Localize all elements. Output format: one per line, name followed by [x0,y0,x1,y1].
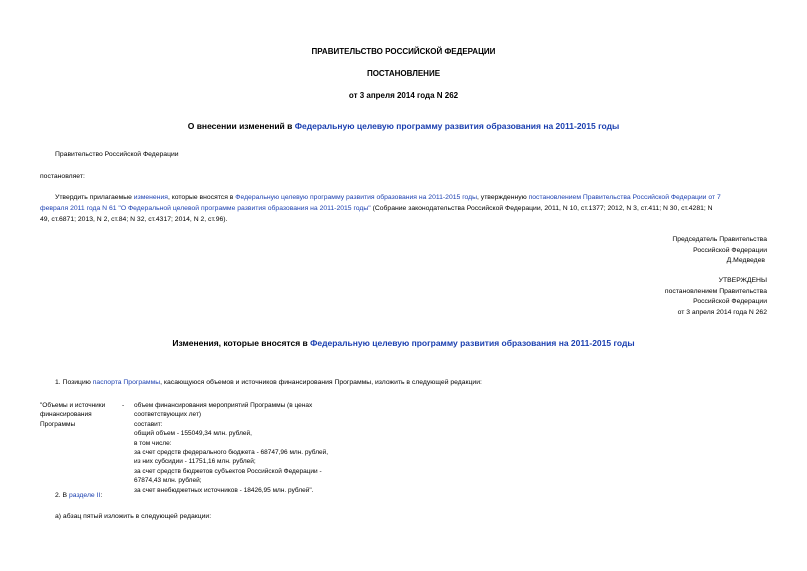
document-type-heading: ПОСТАНОВЛЕНИЕ [366,69,441,78]
financing-value-line: в том числе: [134,439,172,447]
approve-paragraph [55,193,775,204]
financing-value-line: соответствующих лет) [134,411,202,419]
title-program-link[interactable]: Федеральную целевую программу развития образования на 2011-2015 годы [294,121,620,131]
item-1-text-b: , касающуюся объемов и источников финансирования Программы, изложить в следующей редакции: [160,379,482,386]
financing-label-cell [40,401,120,429]
item-1-paragraph [55,378,482,389]
financing-value-line: за счет внебюджетных источников - 18426,95 млн. рублей". [134,486,314,494]
resolution-link-part2[interactable]: февраля 2011 года N 61 "О Федеральной целевой программе развития образования на 2011-2015 годы" [40,205,371,212]
approved-block [665,276,767,318]
date-number-heading: от 3 апреля 2014 года N 262 [348,91,459,100]
approve-text-b: , которые вносятся в [167,194,236,201]
item-2-text-a: 2. В [55,492,69,499]
approve-text-c: , утвержденную [477,194,529,201]
government-paragraph: Правительство Российской Федерации [55,151,179,158]
financing-value-line: составит: [134,420,163,428]
approved-country: Российской Федерации [693,298,767,305]
resolves-paragraph: постановляет: [40,173,85,180]
financing-value-cell [134,401,364,495]
changes-title-prefix: Изменения, которые вносятся в [172,338,311,348]
approve-text-d: (Собрание законодательства Российской Федерации, 2011, N 10, ст.1377; 2012, N 3, ст.411; N 30, ст.4281; N [370,205,713,212]
approve-paragraph-line3: 49, ст.6871; 2013, N 2, ст.84; N 32, ст.4317; 2014, N 2, ст.96). [40,216,228,223]
dash-cell: - [122,402,125,409]
signature-name: Д.Медведев [726,257,765,264]
changes-title [0,338,807,348]
document-title [0,121,807,131]
title-prefix: О внесении изменений в [187,121,295,131]
passport-link[interactable]: паспорта Программы [92,379,161,386]
changes-link[interactable]: изменения [133,194,168,201]
approved-label: УТВЕРЖДЕНЫ [718,277,767,284]
approve-paragraph-line2 [40,204,775,215]
resolution-link-part1[interactable]: постановлением Правительства Российской Федерации от 7 [528,194,721,201]
signature-block [672,235,767,267]
government-heading: ПРАВИТЕЛЬСТВО РОССИЙСКОЙ ФЕДЕРАЦИИ [311,47,496,56]
financing-value-line: за счет средств федерального бюджета - 68747,96 млн. рублей, [134,449,329,457]
signature-title: Председатель Правительства [672,236,767,243]
financing-value-line: общий объем - 155049,34 млн. рублей, [134,430,252,438]
item-2a-paragraph: а) абзац пятый изложить в следующей редакции: [55,513,212,520]
item-1-text-a: 1. Позицию [55,379,93,386]
item-2-paragraph [55,491,102,502]
financing-value-line: объем финансирования мероприятий Программы (в ценах [134,402,313,409]
financing-label-line: "Объемы и источники [40,402,106,409]
financing-value-line: 67874,43 млн. рублей; [134,477,202,485]
section-2-link[interactable]: разделе II [68,492,101,499]
financing-label-line: Программы [40,420,76,428]
changes-title-link[interactable]: Федеральную целевую программу развития образования на 2011-2015 годы [310,338,635,348]
signature-country: Российской Федерации [693,246,767,254]
financing-value-line: из них субсидии - 11751,16 млн. рублей; [134,458,256,466]
financing-label-line: финансирования [40,411,92,419]
approved-date: от 3 апреля 2014 года N 262 [677,308,767,316]
approve-text-a: Утвердить прилагаемые [55,194,134,201]
financing-value-line: за счет средств бюджетов субъектов Российской Федерации - [134,467,322,475]
item-2-text-b: : [100,492,103,499]
approved-by: постановлением Правительства [664,287,767,295]
program-link[interactable]: Федеральную целевую программу развития образования на 2011-2015 годы [235,194,478,201]
